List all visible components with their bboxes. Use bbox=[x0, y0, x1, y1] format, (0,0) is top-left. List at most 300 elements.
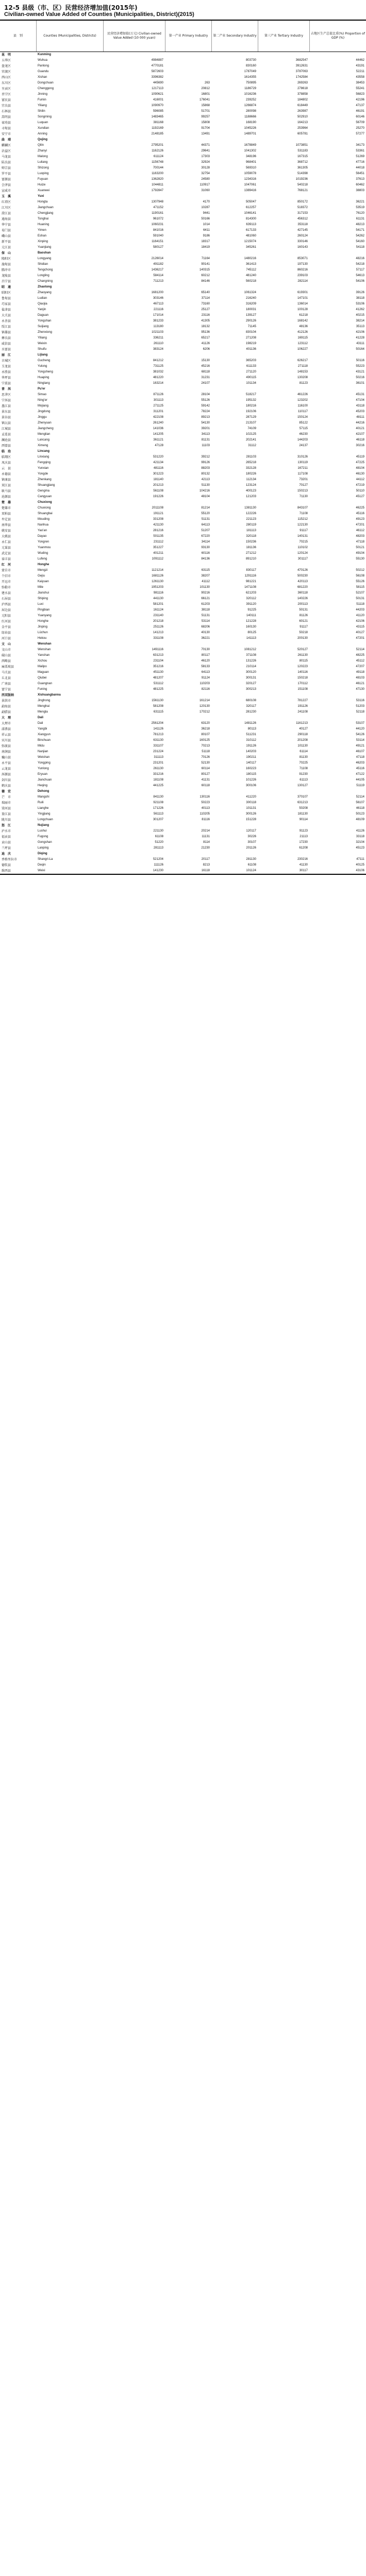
region-row bbox=[0, 851, 366, 857]
cell-share: 30216 bbox=[356, 444, 364, 447]
table-row bbox=[0, 539, 366, 545]
cell-share: 45119 bbox=[356, 455, 364, 459]
cell-tertiary: 310126 bbox=[297, 455, 308, 459]
cell-secondary: 102125 bbox=[245, 433, 256, 436]
cell-name-zh: 新平县 bbox=[2, 240, 11, 244]
cell-tertiary: 269263 bbox=[297, 81, 308, 84]
cell-share: 56709 bbox=[356, 121, 364, 124]
table-row bbox=[0, 120, 366, 126]
cell-share: 56107 bbox=[356, 801, 364, 804]
cell-total: 1060231 bbox=[151, 223, 163, 226]
cell-primary: 13491 bbox=[201, 132, 210, 135]
cell-primary: 93130 bbox=[201, 546, 210, 549]
cell-tertiary: 123112 bbox=[297, 342, 308, 345]
cell-share: 52114 bbox=[356, 795, 364, 799]
cell-primary: 48104 bbox=[201, 495, 210, 498]
cell-primary: 6206 bbox=[203, 348, 210, 351]
cell-name-en: Longchuan bbox=[38, 818, 53, 821]
cell-tertiary: 282114 bbox=[297, 280, 308, 283]
cell-name-en: Dali bbox=[38, 722, 43, 725]
cell-share: 51118 bbox=[356, 603, 364, 606]
cell-primary: 46120 bbox=[201, 659, 210, 663]
table-row bbox=[0, 675, 366, 681]
cell-name-zh: 个旧市 bbox=[2, 574, 11, 578]
cell-secondary: 181136 bbox=[246, 546, 256, 549]
cell-total: 467113 bbox=[153, 302, 163, 306]
cell-name-en: Xishan bbox=[38, 76, 47, 79]
cell-secondary: 300126 bbox=[245, 812, 256, 816]
cell-total: 191121 bbox=[153, 512, 163, 515]
cell-name-zh: 云 县 bbox=[2, 467, 11, 470]
table-row bbox=[0, 403, 366, 409]
cell-secondary: 30226 bbox=[247, 835, 256, 838]
cell-share: 45116 bbox=[356, 512, 364, 515]
cell-name-en: Chengjiang bbox=[38, 212, 54, 215]
cell-secondary: 1046141 bbox=[244, 212, 256, 215]
cell-total: 361121 bbox=[153, 438, 163, 442]
table-row bbox=[0, 709, 366, 715]
table-row bbox=[0, 92, 366, 97]
cell-name-en: Mojiang bbox=[38, 404, 49, 408]
cell-name-zh: 鹤庆县 bbox=[2, 784, 11, 788]
cell-name-en: Yongping bbox=[38, 761, 51, 765]
table-row bbox=[0, 335, 366, 341]
cell-tertiary: 531183 bbox=[297, 149, 308, 152]
cell-share: 44120 bbox=[356, 727, 364, 731]
cell-name-zh: 寻甸县 bbox=[2, 127, 11, 130]
table-row bbox=[0, 721, 366, 726]
cell-name-en: Yulong bbox=[38, 365, 47, 368]
cell-secondary: 140203 bbox=[245, 750, 256, 753]
cell-name-zh: 禄丰县 bbox=[2, 557, 11, 561]
cell-name-en: Shangri-La bbox=[38, 858, 53, 861]
cell-name-zh: 大关县 bbox=[2, 314, 11, 317]
cell-primary: 84136 bbox=[201, 557, 210, 561]
cell-tertiary: 85122 bbox=[299, 421, 308, 425]
table-row bbox=[0, 216, 366, 222]
cell-secondary: 1041302 bbox=[244, 149, 256, 152]
cell-tertiary: 90114 bbox=[299, 818, 308, 821]
cell-name-en: Baoshan bbox=[38, 251, 51, 255]
region-row bbox=[0, 137, 366, 143]
cell-primary: 45216 bbox=[201, 365, 210, 368]
cell-name-en: Mengzi bbox=[38, 569, 48, 572]
cell-tertiary: 181130 bbox=[297, 812, 308, 816]
cell-tertiary: 1073851 bbox=[295, 144, 308, 147]
cell-share: 52114 bbox=[356, 648, 364, 651]
cell-share: 43191 bbox=[356, 64, 364, 67]
cell-tertiary: 61113 bbox=[300, 778, 308, 782]
cell-name-en: Xiangyun bbox=[38, 733, 51, 736]
cell-name-zh: 南华县 bbox=[2, 523, 11, 527]
table-row bbox=[0, 358, 366, 364]
cell-share: 76120 bbox=[356, 212, 364, 215]
cell-secondary: 1188666 bbox=[244, 115, 256, 118]
cell-tertiary: 197130 bbox=[297, 263, 308, 266]
table-body bbox=[0, 52, 366, 874]
cell-share: 48203 bbox=[356, 535, 364, 538]
cell-name-en: Wenshan bbox=[38, 642, 52, 646]
cell-name-zh: 文 山 bbox=[2, 642, 11, 646]
cell-secondary: 411220 bbox=[246, 795, 256, 799]
region-row bbox=[0, 352, 366, 358]
cell-name-en: Zhenxiong bbox=[38, 331, 53, 334]
cell-tertiary: 540218 bbox=[297, 183, 308, 187]
header-name-zh: 县 别 bbox=[13, 34, 23, 38]
cell-name-zh: 南涧县 bbox=[2, 750, 11, 754]
cell-total: 445690 bbox=[153, 81, 163, 84]
cell-secondary: 1234316 bbox=[244, 178, 256, 181]
table-row bbox=[0, 806, 366, 811]
table-row bbox=[0, 420, 366, 426]
cell-name-zh: 景谷县 bbox=[2, 416, 11, 419]
cell-name-en: Midu bbox=[38, 744, 45, 748]
table-row bbox=[0, 279, 366, 284]
table-row bbox=[0, 273, 366, 279]
cell-name-en: Pingbian bbox=[38, 608, 50, 612]
cell-tertiary: 420113 bbox=[297, 580, 308, 583]
cell-tertiary: 60121 bbox=[299, 620, 308, 623]
cell-total: 231224 bbox=[153, 750, 163, 753]
cell-total: 481220 bbox=[153, 376, 163, 379]
cell-total: 491182 bbox=[153, 263, 163, 266]
cell-secondary: 391120 bbox=[246, 603, 256, 606]
cell-secondary: 265218 bbox=[245, 461, 256, 464]
cell-tertiary: 136014 bbox=[297, 302, 308, 306]
cell-name-en: Ximeng bbox=[38, 444, 48, 447]
cell-name-zh: 隆阳区 bbox=[2, 257, 11, 261]
header-total: 民营经济增加值(万元) Civilian-owned Value Added (10 000 yuan) bbox=[103, 21, 165, 52]
cell-tertiary: 130119 bbox=[297, 461, 308, 464]
cell-total: 421130 bbox=[153, 523, 163, 527]
cell-name-en: Shidian bbox=[38, 263, 48, 266]
cell-total: 1951203 bbox=[151, 586, 163, 589]
cell-tertiary: 860216 bbox=[297, 268, 308, 272]
cell-name-zh: 盈江县 bbox=[2, 812, 11, 816]
cell-name-zh: 广南县 bbox=[2, 682, 11, 686]
cell-secondary: 300131 bbox=[245, 676, 256, 680]
cell-name-en: Gongshan bbox=[38, 841, 52, 844]
header-secondary: 第二产业 Secondary Industry bbox=[211, 21, 258, 52]
cell-tertiary: 361305 bbox=[297, 166, 308, 170]
cell-primary: 51207 bbox=[201, 529, 210, 532]
cell-tertiary: 41130 bbox=[299, 863, 308, 867]
cell-primary: 41305 bbox=[201, 319, 210, 323]
cell-secondary: 1047061 bbox=[244, 183, 256, 187]
cell-secondary: 198219 bbox=[245, 342, 256, 345]
cell-primary: 110203 bbox=[199, 682, 210, 685]
cell-primary: 60114 bbox=[201, 767, 210, 770]
cell-primary: 51701 bbox=[201, 110, 210, 113]
cell-share: 44018 bbox=[356, 166, 364, 170]
cell-name-en: Jianshui bbox=[38, 591, 49, 595]
table-row bbox=[0, 517, 366, 522]
cell-name-zh: 红塔区 bbox=[2, 200, 11, 204]
cell-name-zh: 祥云县 bbox=[2, 733, 11, 737]
cell-primary: 50166 bbox=[201, 217, 210, 221]
cell-name-en: Ning'er bbox=[38, 399, 47, 402]
cell-name-en: Yiliang bbox=[38, 336, 47, 340]
cell-total: 47128 bbox=[155, 444, 163, 447]
cell-total: 181108 bbox=[153, 778, 163, 782]
cell-primary: 36218 bbox=[201, 727, 210, 731]
cell-share: 55130 bbox=[356, 557, 364, 561]
cell-primary: 95136 bbox=[201, 331, 210, 334]
cell-tertiary: 91117 bbox=[300, 625, 308, 629]
cell-name-zh: 屏边县 bbox=[2, 608, 11, 612]
cell-primary: 15130 bbox=[201, 359, 210, 362]
cell-share: 38453 bbox=[356, 81, 364, 84]
table-row bbox=[0, 772, 366, 777]
cell-name-zh: 昭 通 bbox=[2, 285, 11, 289]
cell-total: 781213 bbox=[153, 733, 163, 736]
cell-primary: 1014 bbox=[203, 223, 210, 226]
cell-secondary: 814300 bbox=[245, 217, 256, 221]
cell-share: 47118 bbox=[356, 756, 364, 759]
table-row bbox=[0, 766, 366, 772]
cell-name-en: Tonghai bbox=[38, 217, 49, 221]
cell-name-zh: 丘北县 bbox=[2, 676, 11, 680]
cell-name-zh: 沾益区 bbox=[2, 149, 11, 153]
cell-share: 58115 bbox=[356, 586, 364, 589]
cell-primary: 263 bbox=[204, 81, 210, 84]
cell-name-en: Yunxian bbox=[38, 467, 49, 470]
table-row bbox=[0, 369, 366, 375]
cell-name-en: Mengla bbox=[38, 710, 48, 714]
cell-name-zh: 富民县 bbox=[2, 98, 11, 102]
cell-secondary: 30107 bbox=[247, 841, 256, 844]
cell-share: 47201 bbox=[356, 523, 364, 527]
table-row bbox=[0, 143, 366, 148]
cell-primary: 15868 bbox=[201, 104, 210, 107]
cell-primary: 82116 bbox=[201, 688, 210, 691]
cell-primary: 6411 bbox=[203, 229, 210, 232]
table-header bbox=[0, 21, 366, 52]
cell-name-en: Kunming bbox=[38, 53, 51, 56]
cell-secondary: 280119 bbox=[246, 523, 256, 527]
cell-primary: 68206 bbox=[201, 625, 210, 629]
cell-name-en: Heqing bbox=[38, 784, 48, 787]
cell-name-en: Gengma bbox=[38, 489, 50, 493]
cell-primary: 68118 bbox=[201, 370, 210, 374]
cell-total: 261240 bbox=[153, 421, 163, 425]
cell-total: 271125 bbox=[153, 404, 163, 408]
cell-tertiary: 48136 bbox=[299, 325, 308, 328]
cell-total: 4770181 bbox=[151, 64, 163, 67]
cell-name-en: Nanhua bbox=[38, 523, 49, 527]
cell-primary: 110205 bbox=[199, 812, 210, 816]
cell-primary: 52130 bbox=[201, 761, 210, 765]
cell-name-zh: 江城县 bbox=[2, 427, 11, 431]
cell-total: 1561130 bbox=[152, 699, 163, 702]
cell-primary: 34114 bbox=[201, 540, 210, 544]
table-row bbox=[0, 602, 366, 607]
cell-secondary: 1614355 bbox=[244, 76, 256, 79]
cell-name-zh: 武定县 bbox=[2, 552, 11, 555]
cell-secondary: 140111 bbox=[246, 614, 256, 617]
cell-name-zh: 通海县 bbox=[2, 217, 11, 221]
cell-secondary: 316209 bbox=[245, 302, 256, 306]
cell-name-en: Yongren bbox=[38, 540, 49, 544]
cell-name-zh: 鲁甸县 bbox=[2, 297, 11, 300]
cell-secondary: 80125 bbox=[247, 631, 256, 634]
cell-total: 581208 bbox=[153, 705, 163, 708]
cell-name-en: Dehong bbox=[38, 790, 49, 793]
cell-name-en: Yangbi bbox=[38, 727, 47, 731]
cell-primary: 10287 bbox=[201, 206, 210, 209]
cell-secondary: 290126 bbox=[245, 319, 256, 323]
cell-tertiary: 470126 bbox=[297, 569, 308, 572]
cell-total: 1681200 bbox=[151, 291, 163, 294]
cell-share: 44203 bbox=[356, 608, 364, 612]
cell-primary: 51131 bbox=[201, 614, 210, 617]
cell-primary: 60212 bbox=[201, 274, 210, 277]
cell-name-zh: 红 河 bbox=[2, 563, 11, 567]
cell-secondary: 287129 bbox=[245, 416, 256, 419]
cell-name-zh: 沧源县 bbox=[2, 495, 11, 499]
cell-secondary: 101124 bbox=[246, 869, 256, 872]
cell-secondary: 271212 bbox=[245, 552, 256, 555]
table-row bbox=[0, 811, 366, 817]
cell-name-zh: 迪 庆 bbox=[2, 852, 11, 856]
cell-primary: 20214 bbox=[201, 829, 210, 833]
cell-secondary: 202141 bbox=[245, 438, 256, 442]
cell-total: 61108 bbox=[155, 835, 163, 838]
cell-tertiary: 261130 bbox=[297, 654, 308, 657]
cell-total: 441225 bbox=[153, 784, 163, 787]
cell-name-en: Shuangjiang bbox=[38, 484, 55, 487]
cell-tertiary: 40127 bbox=[299, 727, 308, 731]
cell-name-en: Nujiang bbox=[38, 824, 49, 827]
cell-total: 1190161 bbox=[152, 212, 163, 215]
cell-total: 1121214 bbox=[152, 569, 163, 572]
cell-tertiary: 330146 bbox=[297, 240, 308, 243]
cell-tertiary: 456312 bbox=[297, 217, 308, 221]
cell-primary: 17303 bbox=[201, 155, 210, 158]
cell-tertiary: 619301 bbox=[297, 291, 308, 294]
table-row bbox=[0, 658, 366, 664]
cell-name-zh: 剑川县 bbox=[2, 778, 11, 782]
cell-secondary: 560218 bbox=[245, 280, 256, 283]
cell-primary: 15808 bbox=[201, 121, 210, 124]
cell-share: 45116 bbox=[356, 767, 364, 770]
cell-primary: 36221 bbox=[201, 637, 210, 640]
cell-name-en: Linxiang bbox=[38, 455, 49, 459]
cell-total: 1091112 bbox=[152, 557, 163, 561]
cell-primary: 11103 bbox=[202, 444, 210, 447]
table-row bbox=[0, 307, 366, 313]
cell-name-en: Qiubei bbox=[38, 676, 47, 680]
cell-secondary: 1186729 bbox=[244, 87, 256, 90]
cell-total: 261130 bbox=[153, 767, 163, 770]
cell-total: 1261130 bbox=[152, 580, 163, 583]
cell-name-zh: 元江县 bbox=[2, 246, 11, 249]
cell-tertiary: 160143 bbox=[297, 246, 308, 249]
cell-secondary: 518217 bbox=[245, 393, 256, 396]
cell-tertiary: 1019236 bbox=[295, 178, 308, 181]
cell-total: 580127 bbox=[153, 246, 163, 249]
cell-primary: 31060 bbox=[201, 189, 210, 192]
cell-total: 1090970 bbox=[151, 104, 163, 107]
table-row bbox=[0, 75, 366, 80]
cell-tertiary: 360118 bbox=[297, 591, 308, 595]
cell-primary: 99257 bbox=[201, 115, 210, 118]
cell-name-en: Lijiang bbox=[38, 353, 48, 357]
table-row bbox=[0, 114, 366, 120]
cell-name-zh: 盐津县 bbox=[2, 308, 11, 312]
cell-name-zh: 官渡区 bbox=[2, 70, 11, 74]
cell-primary: 64113 bbox=[201, 523, 210, 527]
cell-share: 60146 bbox=[356, 115, 364, 118]
cell-primary: 84146 bbox=[201, 280, 210, 283]
cell-total: 1217113 bbox=[152, 87, 163, 90]
cell-name-en: Shizong bbox=[38, 166, 49, 170]
cell-total: 531220 bbox=[153, 455, 163, 459]
cell-tertiary: 81130 bbox=[299, 756, 308, 759]
cell-tertiary: 626217 bbox=[297, 359, 308, 362]
cell-secondary: 481240 bbox=[245, 274, 256, 277]
cell-secondary: 511231 bbox=[246, 733, 256, 736]
cell-share: 52118 bbox=[356, 710, 364, 714]
cell-share: 51203 bbox=[356, 705, 364, 708]
cell-tertiary: 1161213 bbox=[296, 722, 308, 725]
cell-name-en: Jiangcheng bbox=[38, 427, 54, 430]
cell-secondary: 61108 bbox=[247, 863, 256, 867]
cell-tertiary: 461226 bbox=[297, 393, 308, 396]
cell-share: 45203 bbox=[356, 410, 364, 413]
cell-total: 561113 bbox=[153, 812, 163, 816]
table-row bbox=[0, 505, 366, 511]
cell-share: 50110 bbox=[356, 489, 364, 493]
cell-tertiary: 200113 bbox=[297, 603, 308, 606]
cell-share: 53116 bbox=[356, 699, 364, 702]
cell-tertiary: 50208 bbox=[299, 807, 308, 810]
cell-secondary: 150236 bbox=[245, 540, 256, 544]
table-row bbox=[0, 324, 366, 330]
cell-tertiary: 70215 bbox=[299, 540, 308, 544]
cell-primary: 8213 bbox=[203, 863, 210, 867]
cell-primary: 170212 bbox=[199, 710, 210, 714]
table-row bbox=[0, 783, 366, 789]
cell-share: 51269 bbox=[356, 155, 364, 158]
table-row bbox=[0, 636, 366, 641]
cell-name-zh: 文山市 bbox=[2, 648, 11, 652]
cell-name-zh: 贡山县 bbox=[2, 841, 11, 844]
table-row bbox=[0, 704, 366, 709]
cell-share: 47219 bbox=[356, 484, 364, 487]
cell-secondary: 101226 bbox=[245, 778, 256, 782]
cell-total: 2795201 bbox=[151, 144, 163, 147]
cell-name-en: Yanshan bbox=[38, 654, 50, 657]
cell-primary: 70126 bbox=[201, 756, 210, 759]
cell-tertiary: 168142 bbox=[297, 319, 308, 323]
cell-tertiary: 843107 bbox=[297, 506, 308, 510]
cell-total: 1192169 bbox=[152, 127, 163, 130]
cell-secondary: 612257 bbox=[245, 206, 256, 209]
cell-name-zh: 昌宁县 bbox=[2, 280, 11, 283]
cell-name-zh: 弥勒市 bbox=[2, 586, 11, 589]
cell-primary: 41131 bbox=[201, 778, 210, 782]
cell-tertiary: 290118 bbox=[297, 733, 308, 736]
cell-share: 53114 bbox=[356, 739, 364, 742]
table-row bbox=[0, 857, 366, 862]
table-row bbox=[0, 511, 366, 517]
cell-name-zh: 石林县 bbox=[2, 110, 11, 113]
cell-name-zh: 姚安县 bbox=[2, 529, 11, 533]
table-row bbox=[0, 199, 366, 205]
cell-name-zh: 东川区 bbox=[2, 81, 11, 85]
table-row bbox=[0, 454, 366, 460]
